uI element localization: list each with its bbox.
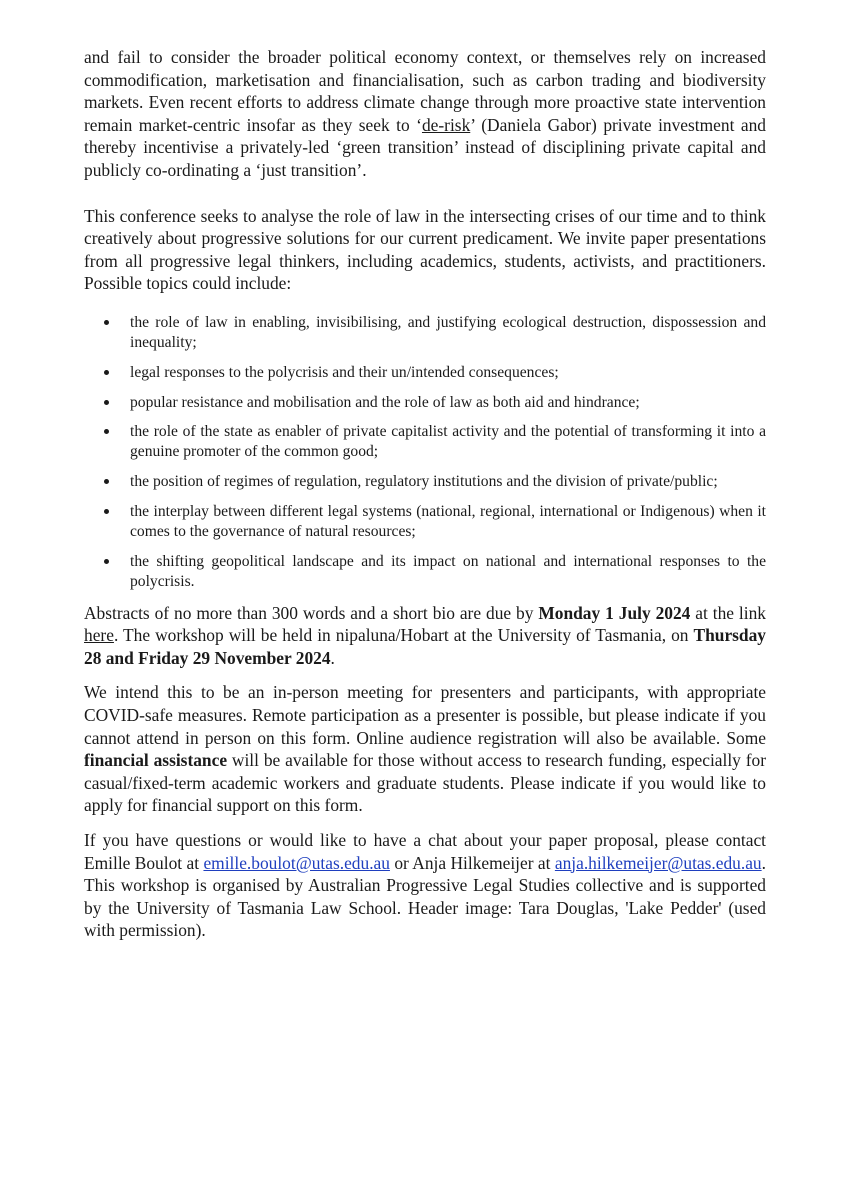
- paragraph-text: . The workshop will be held in nipaluna/Hobart at the University of Tasmania, on: [113, 625, 694, 646]
- paragraph-text: will be available for those without access to research funding, especially for casual/fixed-term academic workers and graduate students. Please indicate if you would like to apply for financial support on this form.: [84, 750, 767, 816]
- topic-text: the shifting geopolitical landscape and its impact on national and international responses to the polycrisis.: [130, 552, 766, 590]
- deadline-date: Monday 1 July 2024: [538, 602, 691, 623]
- paragraph-text: If you have questions or would like to have a chat about your paper proposal, please contact Emille Boulot at: [84, 830, 766, 873]
- paragraph-conference-aims: This conference seeks to analyse the role of law in the intersecting crises of our time and to think creatively about progressive solutions for our current predicament. We invite paper presentations from all progressive legal thinkers, including academics, students, activists, and practitioners. Possible topics could include:: [84, 205, 766, 294]
- paragraph-text: at the link: [690, 602, 766, 623]
- paragraph-participation: [84, 681, 766, 817]
- list-item: [84, 393, 766, 413]
- list-item: [84, 552, 766, 592]
- financial-assistance-text: financial assistance: [84, 750, 228, 771]
- bullet-icon: [104, 509, 109, 514]
- topic-text: legal responses to the polycrisis and their un/intended consequences;: [130, 363, 559, 381]
- bullet-icon: [104, 429, 109, 434]
- submission-here-link[interactable]: here: [84, 625, 114, 646]
- paragraph-abstracts-deadline: [84, 602, 766, 670]
- paragraph-text: or Anja Hilkemeijer at: [389, 852, 555, 873]
- topic-text: the role of the state as enabler of private capitalist activity and the potential of transforming it into a genuine promoter of the common good;: [130, 423, 766, 461]
- paragraph-text: .: [330, 647, 335, 668]
- list-item: [84, 363, 766, 383]
- de-risk-link[interactable]: de-risk: [421, 114, 471, 135]
- topic-text: popular resistance and mobilisation and the role of law as both aid and hindrance;: [130, 393, 640, 411]
- document-page: [84, 46, 766, 942]
- topic-text: the role of law in enabling, invisibilising, and justifying ecological destruction, dispossession and inequality;: [130, 313, 766, 352]
- bullet-icon: [104, 559, 109, 564]
- paragraph-text: . This workshop is organised by Australian Progressive Legal Studies collective and is supported by the University of Tasmania Law School. Header image: Tara Douglas, 'Lake Pedder' (used with permission).: [84, 852, 766, 941]
- list-item: [84, 502, 766, 542]
- email-link-anja[interactable]: anja.hilkemeijer@utas.edu.au: [554, 852, 762, 873]
- paragraph-text: ’ (Daniela Gabor) private investment and thereby incentivise a privately-led ‘green transition’ instead of disciplining private capital and publicly co-ordinating a ‘just transition’.: [84, 114, 766, 180]
- list-item: [84, 422, 766, 462]
- paragraph-text: and fail to consider the broader political economy context, or themselves rely on increased commodification, marketisation and financialisation, such as carbon trading and biodiversity markets. Even recent efforts to address climate change through more proactive state intervention remain market-centric insofar as they seek to ‘: [84, 47, 766, 135]
- paragraph-text: Abstracts of no more than 300 words and a short bio are due by: [84, 602, 539, 623]
- email-link-emille[interactable]: emille.boulot@utas.edu.au: [203, 852, 390, 873]
- bullet-icon: [104, 370, 109, 375]
- topic-text: the position of regimes of regulation, regulatory institutions and the division of private/public;: [130, 473, 718, 491]
- topics-list: [84, 313, 766, 592]
- bullet-icon: [104, 320, 109, 325]
- bullet-icon: [104, 479, 109, 484]
- paragraph-text: We intend this to be an in-person meeting for presenters and participants, with appropriate COVID-safe measures. Remote participation as a presenter is possible, but please indicate if you cannot attend in person on this form. Online audience registration will also be available. Some: [84, 682, 766, 748]
- workshop-dates: Thursday 28 and Friday 29 November 2024: [84, 625, 766, 668]
- topic-text: the interplay between different legal systems (national, regional, international or Indigenous) when it comes to the governance of natural resources;: [130, 502, 766, 541]
- list-item: [84, 472, 766, 492]
- list-item: [84, 313, 766, 353]
- paragraph-contact: [84, 829, 766, 942]
- paragraph-political-economy: [84, 46, 766, 182]
- bullet-icon: [104, 400, 109, 405]
